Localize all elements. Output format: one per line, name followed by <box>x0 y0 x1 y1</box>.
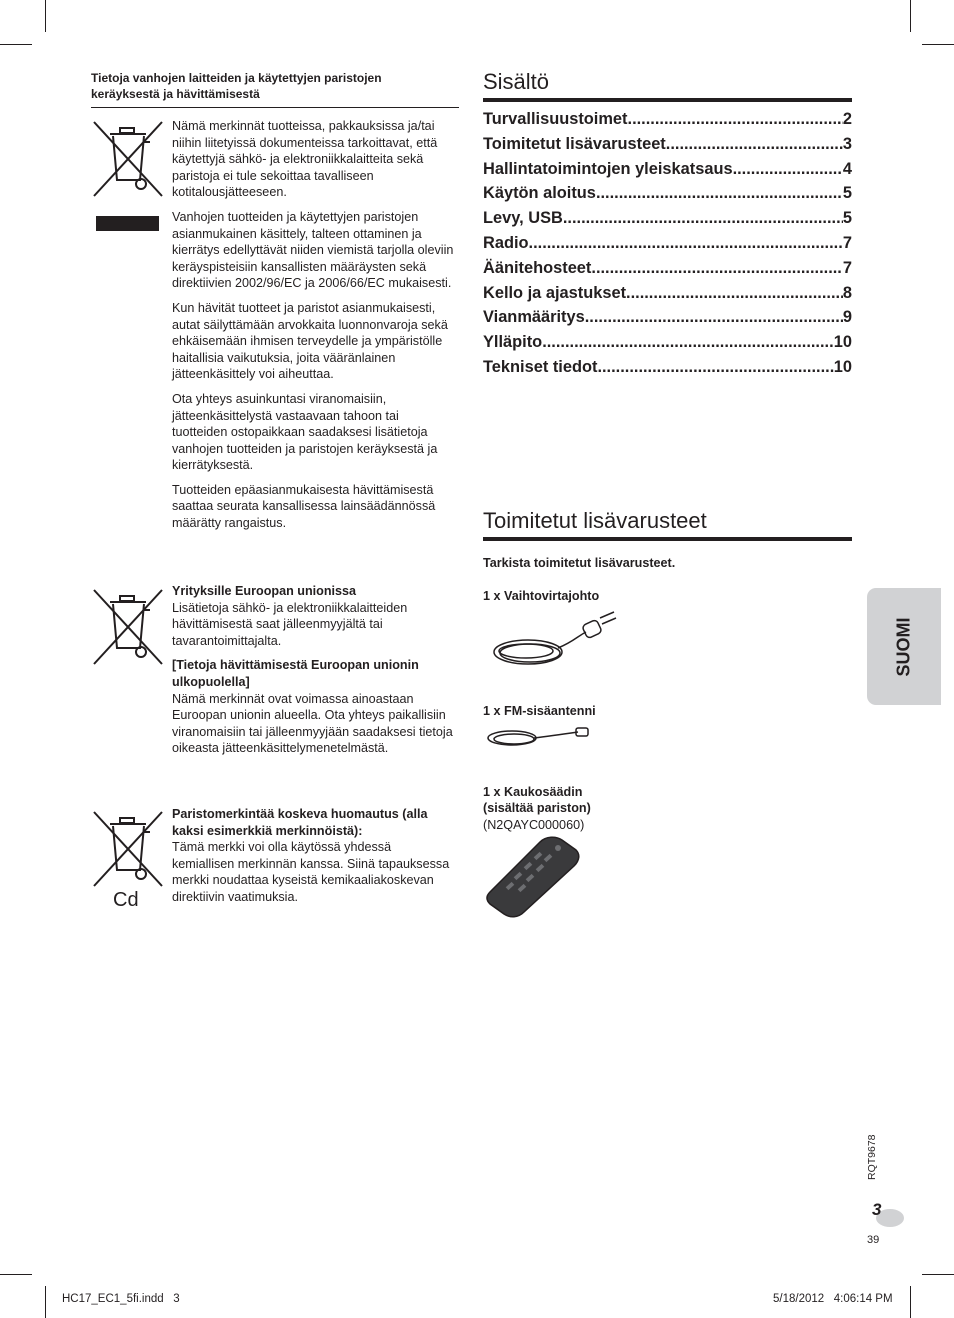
toc-item[interactable]: Äänitehosteet ..... 7 <box>483 256 852 281</box>
heading-rule <box>91 107 459 108</box>
crop-mark <box>45 0 46 32</box>
section3-title: Paristomerkintää koskeva huomautus (alla kaksi esimerkkiä merkinnöistä): <box>172 807 428 838</box>
remote-model-number: (N2QAYC000060) <box>483 818 585 832</box>
doc-code: RQT9678 <box>866 1134 878 1180</box>
toc-rule <box>483 98 852 102</box>
paragraph: Vanhojen tuotteiden ja käytettyjen paristojen asianmukainen käsittely, talteen ottaminen ja kierrätys edellyttävät niiden viemistä tarjolla oleviin keräyspisteisiin kansallisten määräysten sekä direktiivien 2002/96/EC ja 2006/66/EC mukaisesti. <box>172 209 454 291</box>
section3-text <box>172 806 456 914</box>
page-number: 3 <box>872 1200 882 1219</box>
chem-symbol: Cd <box>113 889 139 911</box>
toc-item[interactable]: Kello ja ajastukset ..... 8 <box>483 281 852 306</box>
black-bar <box>96 216 159 231</box>
section1-text <box>172 118 456 540</box>
crossed-bin-icon <box>90 586 166 668</box>
crop-mark <box>0 44 32 45</box>
accessories-title: Toimitetut lisävarusteet <box>483 508 707 533</box>
crossed-bin-icon <box>90 118 166 200</box>
toc-title: Sisältö <box>483 69 550 94</box>
crop-mark <box>922 44 954 45</box>
section2-text <box>172 583 456 765</box>
accessories-intro: Tarkista toimitetut lisävarusteet. <box>483 556 676 570</box>
crossed-bin-icon <box>90 808 166 890</box>
toc-item[interactable]: Ylläpito ..... 10 <box>483 330 852 355</box>
remote-control-icon <box>484 834 582 918</box>
paragraph: Tuotteiden epäasianmukaisesta hävittämisestä saattaa seurata kansallisessa lainsäädännössä määrätty rangaistus. <box>172 482 436 531</box>
toc-item[interactable]: Tekniset tiedot ..... 10 <box>483 355 852 380</box>
paragraph: Ota yhteys asuinkuntasi viranomaisiin, jätteenkäsittelystä vastaavaan tahoon tai tuotteiden ostopaikkaan saadaksesi lisätietoja vanhojen tuotteiden ja paristojen keräyksestä ja kierrätyksestä. <box>172 391 438 473</box>
paragraph: Lisätietoja sähkö- ja elektroniikkalaitteiden hävittämisestä saat jälleenmyyjältä tai tavarantoimittajalta. <box>172 600 408 648</box>
section2-subtitle: [Tietoja hävittämisestä Euroopan unionin ulkopuolella] <box>172 658 419 689</box>
accessory-power-cord: 1 x Vaihtovirtajohto <box>483 589 600 603</box>
crop-mark <box>910 0 911 32</box>
accessory-remote: 1 x Kaukosäädin (sisältää pariston) <box>483 785 591 815</box>
file-name: HC17_EC1_5fi.indd 3 <box>62 1293 180 1305</box>
paragraph: Kun hävität tuotteet ja paristot asianmukaisesti, autat säilyttämään arvokkaita luonnonvaroja sekä ehkäisemään ihmisen terveydelle ja ympäristölle haitallisia vaikutuksia, joita vääränlainen jätteenkäsittely voi aiheuttaa. <box>172 300 448 382</box>
toc-item[interactable]: Hallintatoimintojen yleiskatsaus ..... 4 <box>483 157 852 182</box>
timestamp: 5/18/2012 4:06:14 PM <box>773 1293 893 1305</box>
toc-item[interactable]: Levy, USB ..... 5 <box>483 206 852 231</box>
accessory-fm-antenna: 1 x FM-sisäantenni <box>483 704 596 718</box>
fm-antenna-icon <box>486 720 592 752</box>
crop-mark <box>922 1274 954 1275</box>
crop-mark <box>0 1274 32 1275</box>
language-tab: SUOMI <box>867 588 941 705</box>
paragraph: Tämä merkki voi olla käytössä yhdessä kemiallisen merkinnän kanssa. Siinä tapauksessa merkki noudattaa kyseistä kemikaaliakoskevan direktiivin vaatimuksia. <box>172 840 450 904</box>
toc-list <box>483 107 852 380</box>
toc-item[interactable]: Toimitetut lisävarusteet ..... 3 <box>483 132 852 157</box>
toc-item[interactable]: Vianmääritys ..... 9 <box>483 305 852 330</box>
toc-item[interactable]: Radio ..... 7 <box>483 231 852 256</box>
paragraph: Nämä merkinnät tuotteissa, pakkauksissa ja/tai niihin liitetyissä dokumenteissa tarkoittavat, että käytettyjä sähkö- ja elektroniikkalaitteita sekä paristoja ei tule sekoittaa tavalliseen kotitalousjätteeseen. <box>172 119 438 200</box>
paragraph: Nämä merkinnät ovat voimassa ainoastaan Euroopan unionin alueella. Ota yhteys paikallisiin viranomaisiin tai jälleenmyyjään saadaksesi tietoja oikeasta jätteenkäsittelymenetelmästä. <box>172 691 453 756</box>
toc-item[interactable]: Käytön aloitus ..... 5 <box>483 181 852 206</box>
crop-mark <box>910 1286 911 1318</box>
power-cord-icon <box>488 608 620 670</box>
toc-item[interactable]: Turvallisuustoimet ..... 2 <box>483 107 852 132</box>
sheet-number: 39 <box>867 1234 880 1246</box>
accessories-rule <box>483 537 852 541</box>
crop-mark <box>45 1286 46 1318</box>
disposal-heading: Tietoja vanhojen laitteiden ja käytettyjen paristojen keräyksestä ja hävittämisestä <box>91 71 382 101</box>
section2-title: Yrityksille Euroopan unionissa <box>172 584 357 598</box>
